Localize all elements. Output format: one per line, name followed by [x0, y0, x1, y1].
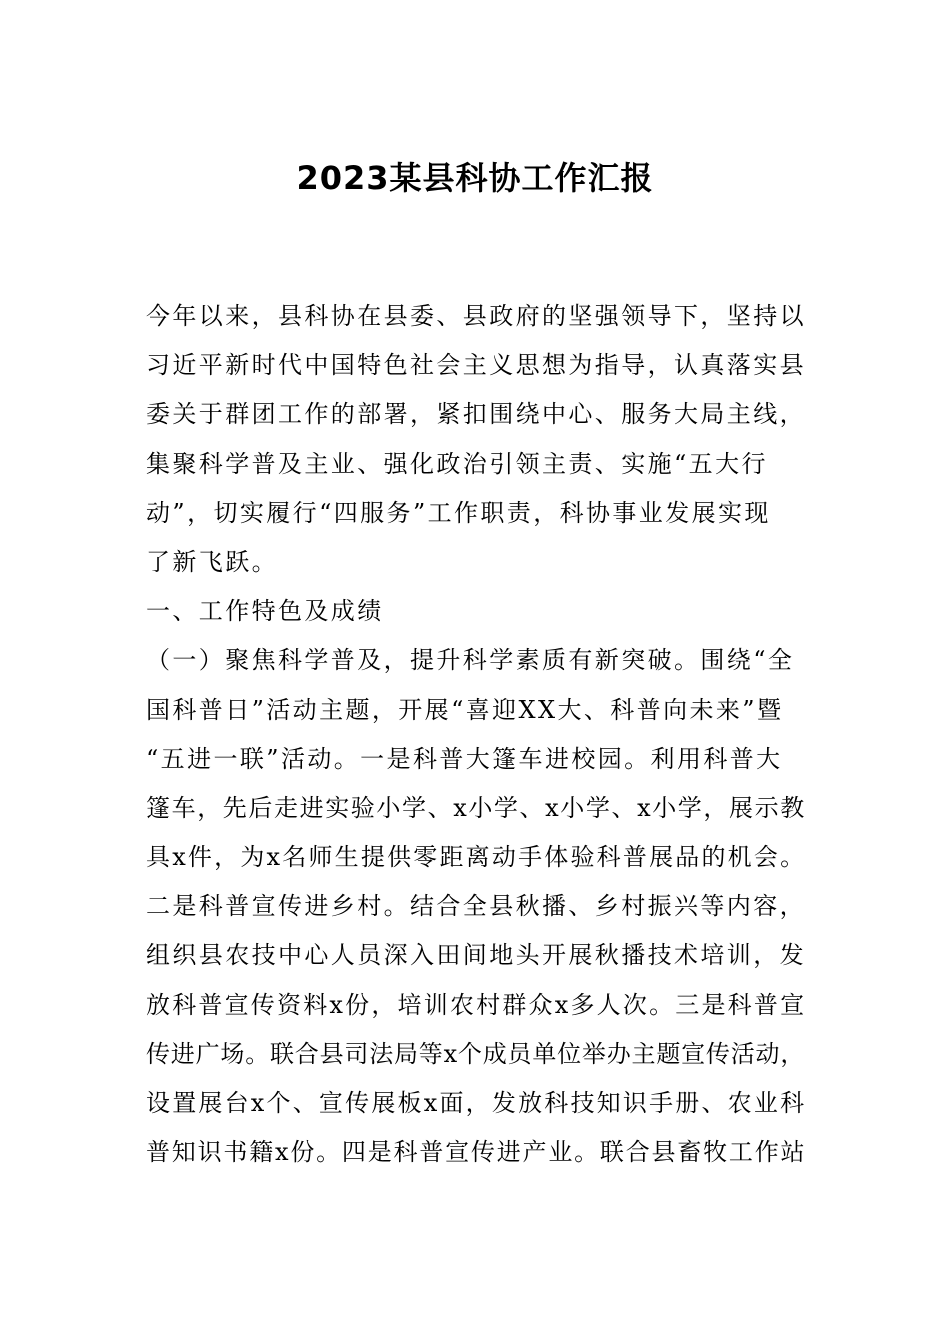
text-line: 篷车，先后走进实验小学、x小学、x小学、x小学，展示教	[146, 793, 806, 822]
text-line: 习近平新时代中国特色社会主义思想为指导，认真落实县	[146, 351, 806, 380]
text-line: 国科普日”活动主题，开展“喜迎XX大、科普向未来”暨	[146, 695, 784, 724]
text-line: 普知识书籍x份。四是科普宣传进产业。联合县畜牧工作站	[146, 1138, 807, 1167]
text-line: 动”，切实履行“四服务”工作职责，科协事业发展实现	[146, 498, 771, 527]
text-line: 了新飞跃。	[146, 547, 278, 576]
text-line: 集聚科学普及主业、强化政治引领主责、实施“五大行	[146, 449, 768, 478]
document-title: 2023某县科协工作汇报	[296, 159, 654, 197]
text-line: 设置展台x个、宣传展板x面，发放科技知识手册、农业科	[146, 1089, 807, 1117]
document-body	[146, 292, 810, 1177]
section-heading: 一、工作特色及成绩	[146, 597, 384, 626]
text-line: 具x件，为x名师生提供零距离动手体验科普展品的机会。	[146, 843, 807, 872]
text-line: 组织县农技中心人员深入田间地头开展秋播技术培训，发	[146, 941, 806, 970]
text-line: （一）聚焦科学普及，提升科学素质有新突破。围绕“全	[146, 646, 795, 675]
text-line: 二是科普宣传进乡村。结合全县秋播、乡村振兴等内容，	[146, 892, 806, 921]
text-line: 传进广场。联合县司法局等x个成员单位举办主题宣传活动，	[146, 1039, 806, 1068]
text-line: “五进一联”活动。一是科普大篷车进校园。利用科普大	[146, 744, 783, 773]
text-line: 委关于群团工作的部署，紧扣围绕中心、服务大局主线，	[146, 400, 806, 429]
text-line: 放科普宣传资料x份，培训农村群众x多人次。三是科普宣	[146, 990, 807, 1019]
text-line: 今年以来，县科协在县委、县政府的坚强领导下，坚持以	[146, 302, 806, 330]
